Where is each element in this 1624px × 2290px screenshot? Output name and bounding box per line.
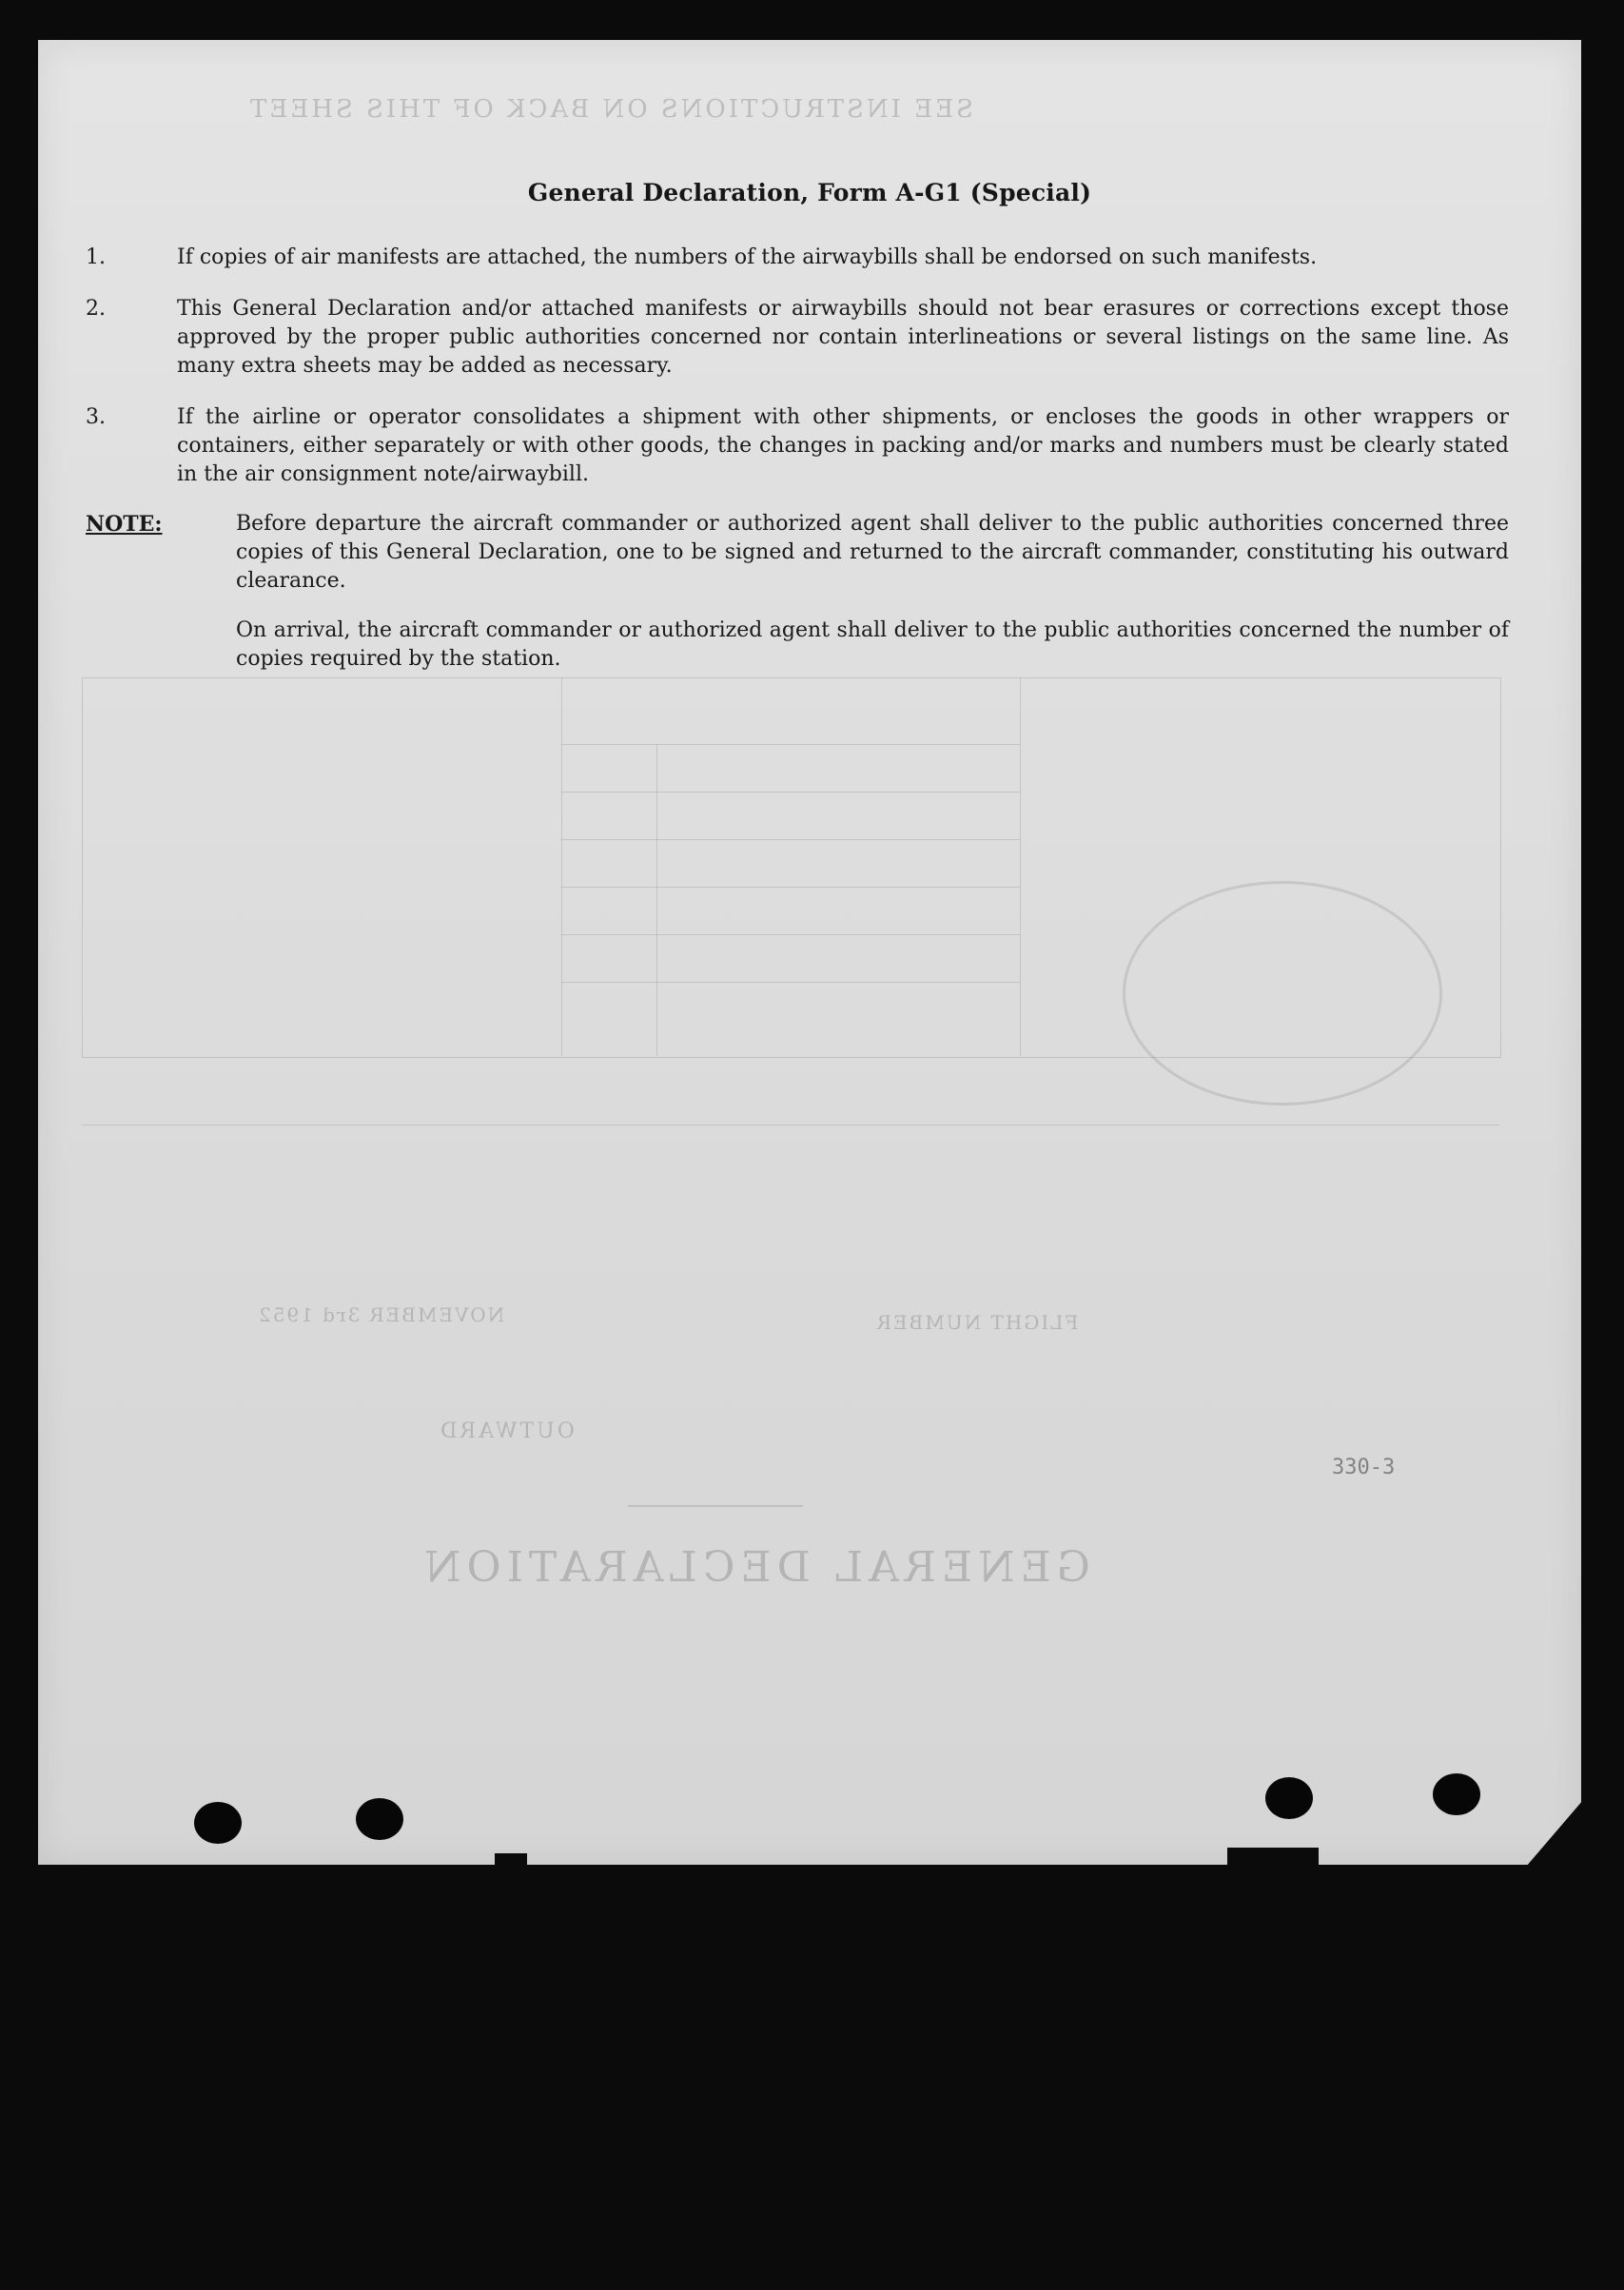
bleed-through-divider — [1020, 677, 1021, 1056]
bleed-through-form-line: OUTWARD — [438, 1419, 575, 1443]
bleed-through-row-line — [561, 982, 1020, 983]
note-paragraph: Before departure the aircraft commander or authorized agent shall deliver to the public authorities concerned three copies of this General Declaration, one to be signed and returned to the aircraft commander, constituting his outward clearance. — [236, 512, 1509, 593]
bleed-through-row-line — [561, 792, 1020, 793]
list-item-number: 1. — [86, 245, 106, 269]
list-item-number: 3. — [86, 405, 106, 429]
bleed-through-row-line — [561, 744, 1020, 745]
torn-edge — [1227, 1848, 1319, 1867]
bleed-through-form-title: GENERAL DECLARATION — [419, 1543, 1090, 1592]
folded-corner — [1526, 1800, 1583, 1867]
note-paragraph: On arrival, the aircraft commander or authorized agent shall deliver to the public authorities concerned the number of copies required by the station. — [236, 618, 1509, 671]
page-title: General Declaration, Form A-G1 (Special) — [527, 179, 1092, 206]
bleed-through-divider — [561, 677, 562, 1056]
faded-stamp-impression — [1123, 881, 1442, 1106]
punch-hole — [1265, 1777, 1313, 1819]
punch-hole — [194, 1802, 242, 1844]
bleed-through-row-line — [561, 934, 1020, 935]
torn-edge — [495, 1853, 527, 1867]
note-label: NOTE: — [86, 512, 163, 537]
list-item-number: 2. — [86, 297, 106, 321]
list-item-text: If the airline or operator consolidates a shipment with other shipments, or encloses the goods in other wrappers or containers, either separately or with other goods, the changes in packing and/or marks and numbers must be clearly stated in the air consignment note/airwaybill. — [177, 405, 1509, 486]
list-item-text: If copies of air manifests are attached, the numbers of the airwaybills shall be endorsed on such manifests. — [177, 245, 1318, 269]
punch-hole — [1433, 1773, 1480, 1815]
bleed-through-row-line — [561, 887, 1020, 888]
bleed-through-form-line: FLIGHT NUMBER — [875, 1311, 1079, 1334]
bleed-through-header: SEE INSTRUCTIONS ON BACK OF THIS SHEET — [247, 95, 973, 124]
bleed-through-form-line: NOVEMBER 3rd 1952 — [257, 1303, 505, 1326]
bleed-through-row-line — [561, 839, 1020, 840]
bleed-through-rule — [628, 1505, 803, 1507]
paper-sheet — [38, 40, 1581, 1865]
list-item-text: This General Declaration and/or attached manifests or airwaybills should not bear erasures or corrections except those approved by the proper public authorities concerned nor contain interlineations or several listings on the same line. As many extra sheets may be added as necessary. — [177, 297, 1509, 378]
reference-number: 330-3 — [1332, 1456, 1396, 1479]
punch-hole — [356, 1798, 403, 1840]
